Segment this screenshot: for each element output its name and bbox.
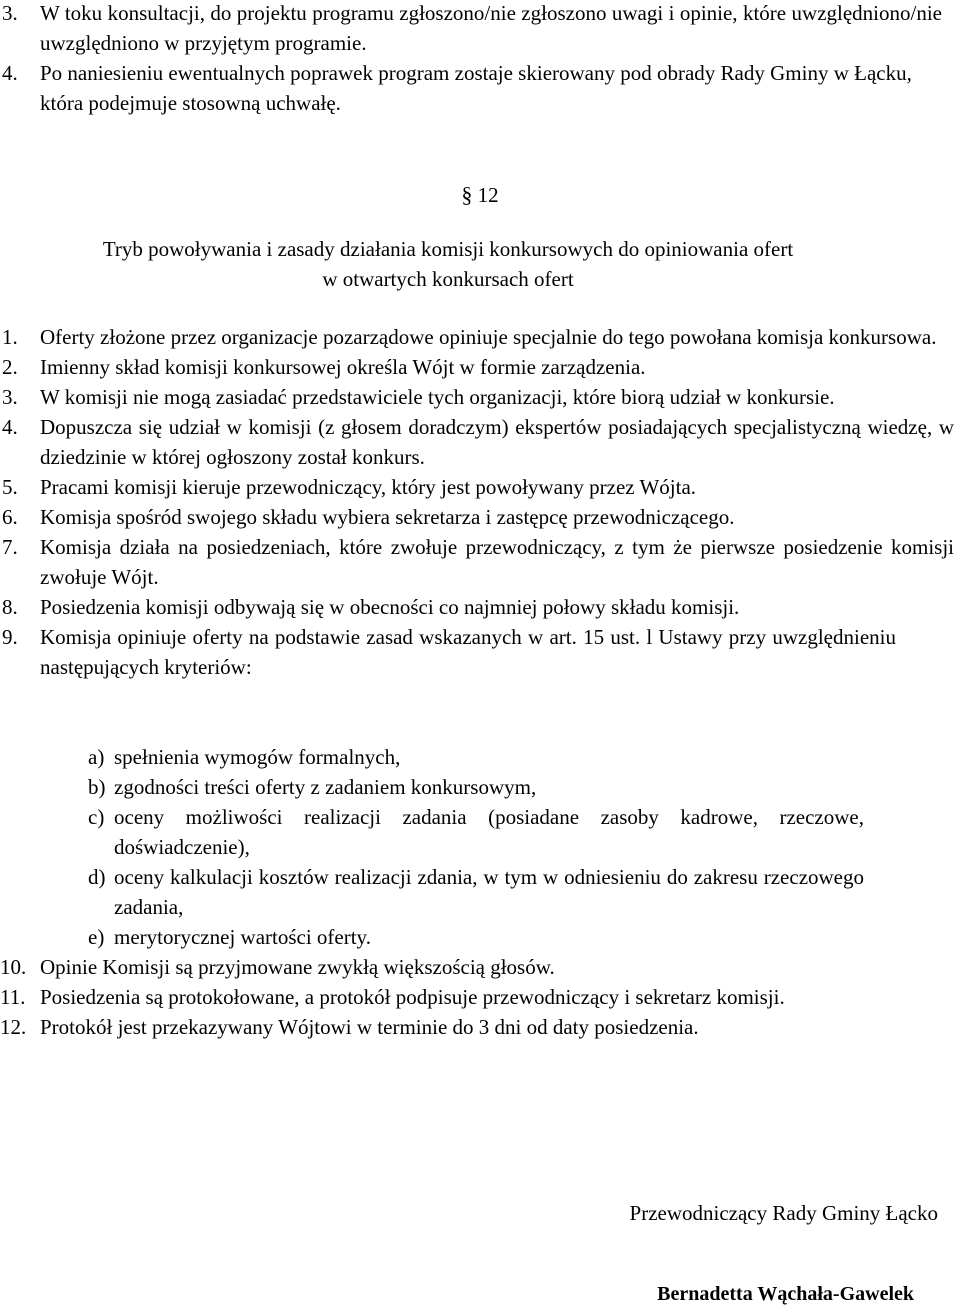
section-sign: § <box>461 182 473 207</box>
list-item <box>0 982 958 1012</box>
item-number: 6. <box>2 505 18 529</box>
list-item <box>0 532 958 592</box>
item-text: Posiedzenia są protokołowane, a protokół podpisuje przewodniczący i sekretarz komisji. <box>40 985 785 1009</box>
section-number-text: 12 <box>477 183 499 207</box>
item-number: 9. <box>2 625 18 649</box>
criteria-text: oceny kalkulacji kosztów realizacji zdania, w tym w odniesieniu do zakresu rzeczowego zadania, <box>114 865 864 919</box>
criteria-item <box>88 922 868 952</box>
criteria-item <box>88 772 868 802</box>
item-text: Dopuszcza się udział w komisji (z głosem doradczym) ekspertów posiadających specjalistyczną wiedzę, w dziedzinie w której ogłoszony został konkurs. <box>40 415 954 469</box>
item-number: 3. <box>2 1 18 25</box>
item-text: Opinie Komisji są przyjmowane zwykłą większością głosów. <box>40 955 555 979</box>
criteria-item <box>88 862 868 922</box>
list-item <box>0 0 946 58</box>
criteria-text: oceny możliwości realizacji zadania (posiadane zasoby kadrowe, rzeczowe, doświadczenie), <box>114 805 864 859</box>
section-number <box>0 180 960 210</box>
section-title-line2: w otwartych konkursach ofert <box>322 267 574 291</box>
item-number: 12. <box>0 1015 27 1039</box>
list-item <box>0 382 958 412</box>
signature-name: Bernadetta Wąchała-Gawelek <box>657 1283 914 1305</box>
item-number: 8. <box>2 595 18 619</box>
item-text: Imienny skład komisji konkursowej określa Wójt w formie zarządzenia. <box>40 355 646 379</box>
list-item <box>0 322 958 352</box>
item-number: 4. <box>2 61 18 85</box>
criteria-letter: a) <box>88 745 105 769</box>
item-number: 2. <box>2 355 18 379</box>
list-item <box>0 502 958 532</box>
list-item <box>0 352 958 382</box>
criteria-letter: b) <box>88 775 106 799</box>
signature-title: Przewodniczący Rady Gminy Łącko <box>629 1201 938 1225</box>
criteria-letter: d) <box>88 865 106 889</box>
item-text: W komisji nie mogą zasiadać przedstawiciele tych organizacji, które biorą udział w konkursie. <box>40 385 835 409</box>
criteria-letter: e) <box>88 925 105 949</box>
item-text: Po naniesieniu ewentualnych poprawek program zostaje skierowany pod obrady Rady Gminy w Łącku, która podejmuje stosowną uchwałę. <box>40 61 912 115</box>
item-number: 5. <box>2 475 18 499</box>
list-item <box>0 412 958 472</box>
item-number: 4. <box>2 415 18 439</box>
criteria-text: spełnienia wymogów formalnych, <box>114 745 401 769</box>
criteria-text: zgodności treści oferty z zadaniem konkursowym, <box>114 775 537 799</box>
section-title-line1: Tryb powoływania i zasady działania komisji konkursowych do opiniowania ofert <box>102 237 794 261</box>
item-text: Protokół jest przekazywany Wójtowi w terminie do 3 dni od daty posiedzenia. <box>40 1015 699 1039</box>
item-text: Komisja spośród swojego składu wybiera sekretarza i zastępcę przewodniczącego. <box>40 505 735 529</box>
list-item <box>0 622 958 682</box>
item-text: Komisja działa na posiedzeniach, które zwołuje przewodniczący, z tym że pierwsze posiedzenie komisji zwołuje Wójt. <box>40 535 954 589</box>
list-item <box>0 1012 958 1042</box>
item-number: 11. <box>0 985 26 1009</box>
criteria-letter: c) <box>88 805 105 829</box>
main-list <box>0 322 958 682</box>
list-item <box>0 472 958 502</box>
item-number: 10. <box>0 955 27 979</box>
item-number: 7. <box>2 535 18 559</box>
item-text: Oferty złożone przez organizacje pozarządowe opiniuje specjalnie do tego powołana komisja konkursowa. <box>40 325 937 349</box>
list-item <box>0 592 958 622</box>
top-list <box>0 0 946 118</box>
item-text: Posiedzenia komisji odbywają się w obecności co najmniej połowy składu komisji. <box>40 595 740 619</box>
criteria-text: merytorycznej wartości oferty. <box>114 925 371 949</box>
criteria-item <box>88 802 868 862</box>
criteria-item <box>88 742 868 772</box>
item-text: Komisja opiniuje oferty na podstawie zasad wskazanych w art. 15 ust. l Ustawy przy uwzględnieniu następujących kryteriów: <box>40 625 896 679</box>
item-number: 1. <box>2 325 18 349</box>
list-item <box>0 58 946 118</box>
list-item <box>0 952 958 982</box>
item-text: Pracami komisji kieruje przewodniczący, który jest powoływany przez Wójta. <box>40 475 697 499</box>
final-list <box>0 952 958 1042</box>
criteria-list <box>40 742 868 952</box>
item-text: W toku konsultacji, do projektu programu zgłoszono/nie zgłoszono uwagi i opinie, które uwzględniono/nie uwzględniono w przyjętym programie. <box>40 1 942 55</box>
item-number: 3. <box>2 385 18 409</box>
